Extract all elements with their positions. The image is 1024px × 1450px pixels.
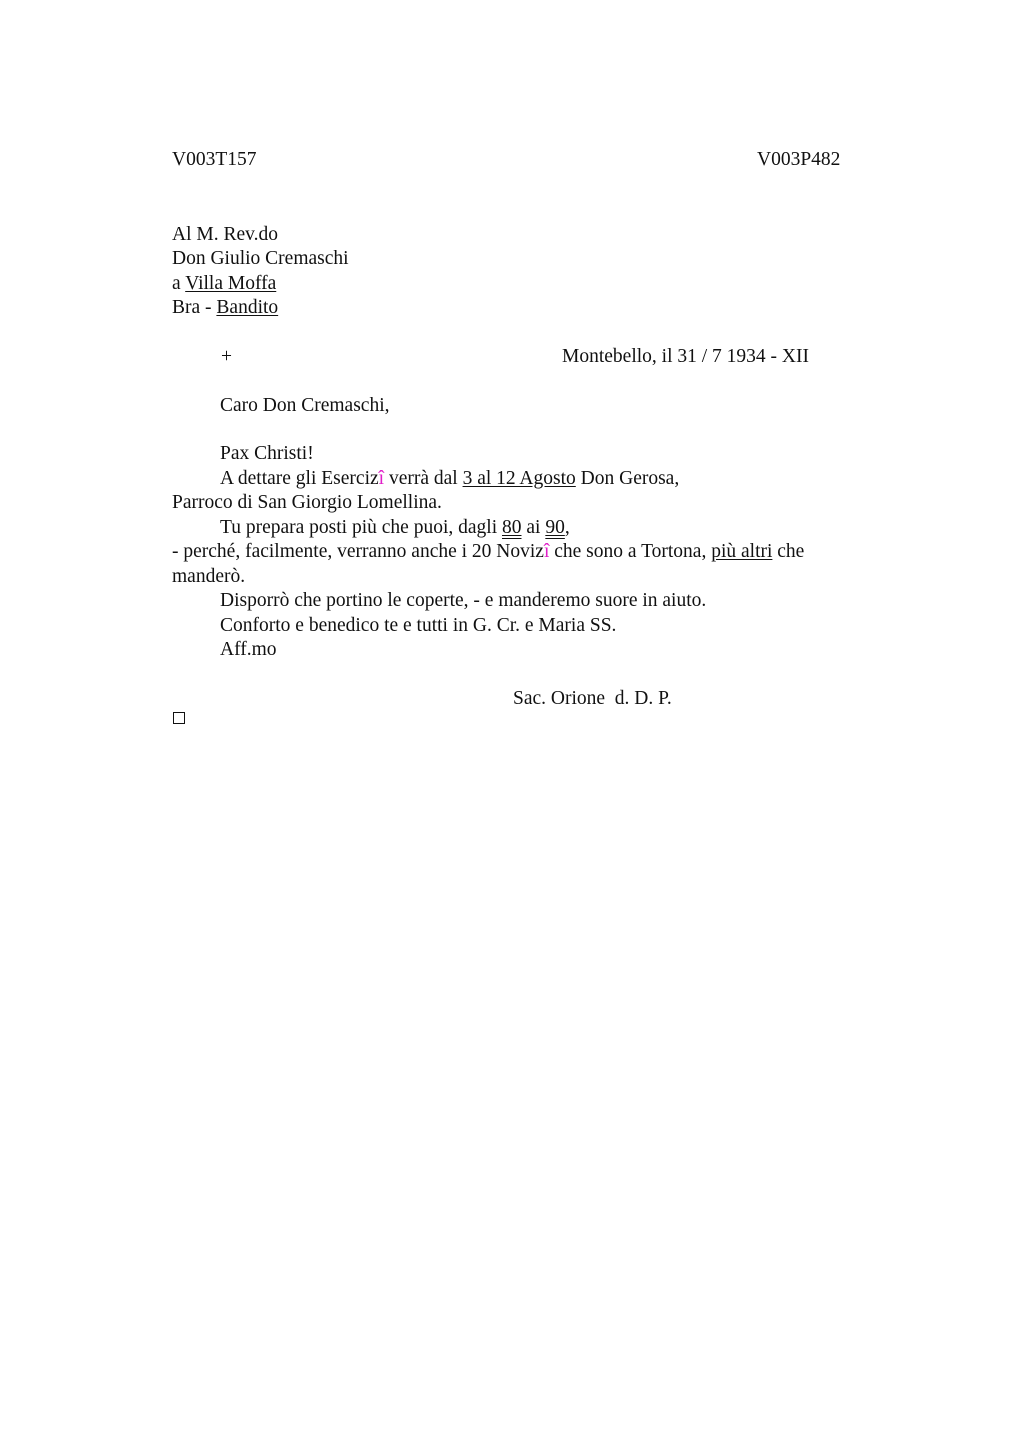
archive-code-left: V003T157	[172, 149, 257, 170]
closing: Aff.mo	[220, 639, 277, 660]
address-prefix: Bra -	[172, 297, 217, 318]
text-run: A dettare gli Eserciz	[220, 468, 379, 489]
number-double-underlined: 80	[502, 517, 522, 538]
editorial-mark: î	[378, 468, 385, 489]
paragraph-1-line-2: Parroco di San Giorgio Lomellina.	[172, 492, 442, 513]
address-place-underlined: Villa Moffa	[185, 273, 277, 294]
cross-mark: +	[221, 346, 232, 367]
address-place-underlined: Bandito	[216, 297, 279, 318]
text-run: - perché, facilmente, verranno anche i 20 Noviz	[172, 541, 544, 562]
editorial-mark: î	[543, 541, 550, 562]
greeting: Pax Christi!	[220, 443, 314, 464]
paragraph-4: Disporrò che portino le coperte, - e manderemo suore in aiuto.	[220, 590, 707, 611]
text-run: che	[772, 541, 805, 562]
address-line-3	[172, 274, 276, 294]
address-line-2: Don Giulio Cremaschi	[172, 248, 349, 269]
paragraph-1-line-1	[220, 469, 679, 489]
paragraph-2	[220, 518, 570, 538]
paragraph-5: Conforto e benedico te e tutti in G. Cr. e Maria SS.	[220, 615, 617, 636]
text-run: che sono a Tortona,	[549, 541, 712, 562]
dates-underlined: 3 al 12 Agosto	[462, 468, 576, 489]
number-double-underlined: 90	[545, 517, 565, 538]
text-run: ,	[564, 517, 570, 538]
text-run: Don Gerosa,	[575, 468, 680, 489]
empty-square-icon	[173, 712, 185, 724]
salutation: Caro Don Cremaschi,	[220, 395, 390, 416]
text-run: verrà dal	[384, 468, 463, 489]
text-run: ai	[521, 517, 546, 538]
archive-code-right: V003P482	[757, 149, 841, 170]
place-date: Montebello, il 31 / 7 1934 - XII	[562, 346, 809, 367]
phrase-underlined: più altri	[711, 541, 773, 562]
address-prefix: a	[172, 273, 186, 294]
address-line-4	[172, 298, 278, 318]
signature: Sac. Orione d. D. P.	[513, 688, 672, 709]
paragraph-3-line-1	[172, 542, 804, 562]
text-run: Tu prepara posti più che puoi, dagli	[220, 517, 502, 538]
paragraph-3-line-2: manderò.	[172, 566, 246, 587]
address-line-1: Al M. Rev.do	[172, 224, 278, 245]
